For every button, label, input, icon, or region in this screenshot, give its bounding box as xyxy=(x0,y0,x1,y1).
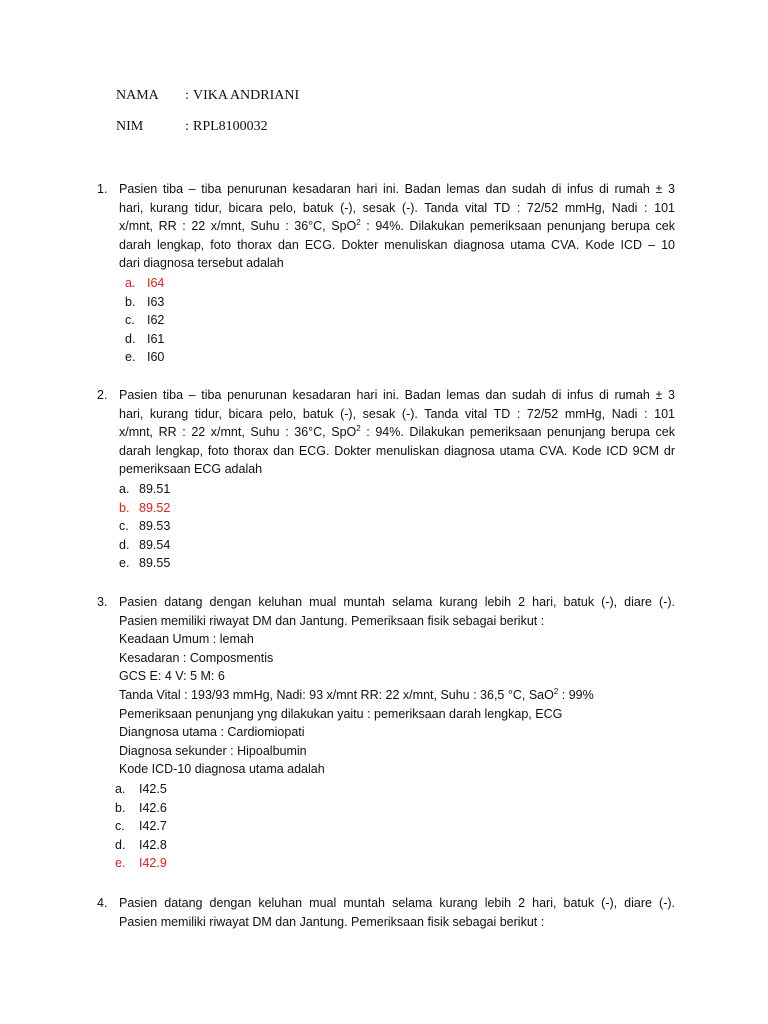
option-letter: e. xyxy=(119,556,130,571)
question-line-part: x/mnt, RR : 22 x/mnt, Suhu : 36°C, SpO xyxy=(119,219,357,234)
question-line: darah lengkap, foto thorax dan ECG. Dokter menuliskan diagnosa utama CVA. Kode ICD 9CM dr xyxy=(119,443,675,458)
question-line: dari diagnosa tersebut adalah xyxy=(119,256,284,271)
option-letter: d. xyxy=(115,837,126,852)
question-line: Diangnosa utama : Cardiomiopati xyxy=(119,725,305,740)
option-letter: c. xyxy=(119,519,129,534)
question-line: GCS E: 4 V: 5 M: 6 xyxy=(119,669,225,684)
option-letter: c. xyxy=(115,819,125,834)
option-value: 89.54 xyxy=(139,537,171,552)
option-letter: b. xyxy=(125,294,136,309)
name-value: VIKA ANDRIANI xyxy=(193,88,300,103)
option-value: I64 xyxy=(147,276,165,290)
question-line: Pasien memiliki riwayat DM dan Jantung. Pemeriksaan fisik sebagai berikut : xyxy=(119,613,545,628)
option-value: 89.55 xyxy=(139,556,171,571)
superscript: 2 xyxy=(356,424,361,434)
option-letter: e. xyxy=(115,856,126,871)
question-line-part: : 94%. Dilakukan pemeriksaan penunjang berupa cek xyxy=(360,425,675,440)
option-value: 89.52 xyxy=(139,500,171,515)
question-line: Keadaan Umum : lemah xyxy=(119,632,254,647)
question-text xyxy=(119,386,675,479)
option-value: I61 xyxy=(147,331,165,346)
nim-value: RPL8100032 xyxy=(193,119,268,134)
superscript: 2 xyxy=(356,218,361,228)
question-line xyxy=(119,686,675,705)
question-line-part: : 99% xyxy=(558,687,594,702)
option-letter: e. xyxy=(125,350,136,365)
option-value: 89.53 xyxy=(139,519,171,534)
question-line: Pasien datang dengan keluhan mual muntah selama kurang lebih 2 hari, batuk (-), diare (-). xyxy=(119,896,675,910)
question-line: Pasien datang dengan keluhan mual muntah selama kurang lebih 2 hari, batuk (-), diare (-). xyxy=(119,595,675,609)
question-number: 2. xyxy=(97,388,108,402)
question-number: 4. xyxy=(97,896,108,910)
question-number: 3. xyxy=(97,595,108,609)
question-line: Pasien tiba – tiba penurunan kesadaran hari ini. Badan lemas dan sudah di infus di rumah ± 3 xyxy=(119,182,675,196)
question-line xyxy=(119,423,675,442)
option-letter: b. xyxy=(119,500,130,515)
question-number: 1. xyxy=(97,182,108,196)
option-value: I63 xyxy=(147,294,165,309)
option-letter: c. xyxy=(125,313,135,328)
option-letter: d. xyxy=(125,331,136,346)
option-letter: a. xyxy=(115,782,126,796)
name-label: NAMA xyxy=(116,88,159,103)
option-value: I42.7 xyxy=(139,819,167,834)
option-letter: a. xyxy=(125,276,136,290)
nim-label: NIM xyxy=(116,119,144,134)
question-line: Diagnosa sekunder : Hipoalbumin xyxy=(119,743,307,758)
option-value: I42.5 xyxy=(139,782,167,796)
question-text xyxy=(119,180,675,273)
question-line: Pasien memiliki riwayat DM dan Jantung. Pemeriksaan fisik sebagai berikut : xyxy=(119,914,545,929)
question-text xyxy=(119,593,675,779)
question-line xyxy=(119,217,675,236)
option-letter: b. xyxy=(115,800,126,815)
question-line: Kesadaran : Composmentis xyxy=(119,650,274,665)
question-line: hari, kurang tidur, bicara pelo, batuk (-), sesak (-). Tanda vital TD : 72/52 mmHg, Nadi : 101 xyxy=(119,406,675,421)
option-letter: a. xyxy=(119,482,130,496)
option-value: I42.8 xyxy=(139,837,167,852)
question-line-part: : 94%. Dilakukan pemeriksaan penunjang berupa cek xyxy=(360,219,675,234)
name-colon: : xyxy=(185,88,189,103)
option-value: 89.51 xyxy=(139,482,171,496)
question-line: Pemeriksaan penunjang yng dilakukan yaitu : pemeriksaan darah lengkap, ECG xyxy=(119,706,563,721)
option-value: I62 xyxy=(147,313,165,328)
question-line: pemeriksaan ECG adalah xyxy=(119,462,263,477)
question-line-part: Tanda Vital : 193/93 mmHg, Nadi: 93 x/mnt RR: 22 x/mnt, Suhu : 36,5 °C, SaO xyxy=(119,687,554,702)
nim-colon: : xyxy=(185,119,189,134)
superscript: 2 xyxy=(553,686,559,696)
question-line-part: x/mnt, RR : 22 x/mnt, Suhu : 36°C, SpO xyxy=(119,425,357,440)
question-line: Kode ICD-10 diagnosa utama adalah xyxy=(119,762,325,777)
question-text xyxy=(119,894,675,931)
option-letter: d. xyxy=(119,537,130,552)
question-line: darah lengkap, foto thorax dan ECG. Dokter menuliskan diagnosa utama CVA. Kode ICD – 10 xyxy=(119,237,675,252)
option-value: I42.9 xyxy=(139,856,167,871)
option-value: I60 xyxy=(147,350,165,365)
question-line: Pasien tiba – tiba penurunan kesadaran hari ini. Badan lemas dan sudah di infus di rumah ± 3 xyxy=(119,388,675,402)
question-line: hari, kurang tidur, bicara pelo, batuk (-), sesak (-). Tanda vital TD : 72/52 mmHg, Nadi : 101 xyxy=(119,200,675,215)
option-value: I42.6 xyxy=(139,800,167,815)
